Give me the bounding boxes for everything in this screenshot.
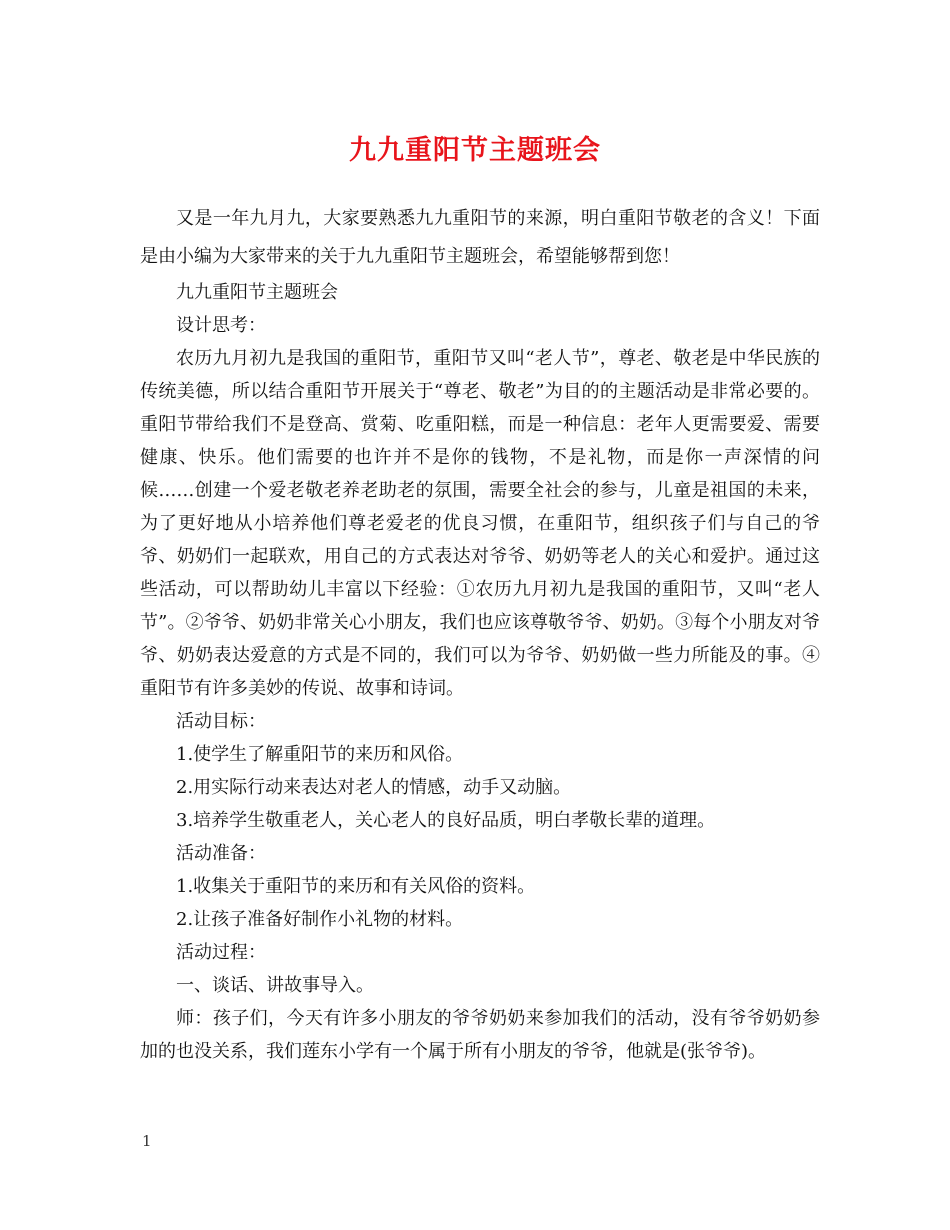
goal-item-2: 2.用实际行动来表达对老人的情感，动手又动脑。: [176, 777, 572, 798]
page-number: 1: [142, 1132, 152, 1150]
section-heading-goals: 活动目标：: [176, 711, 266, 732]
section-heading-preparation: 活动准备：: [176, 843, 266, 864]
goal-item-1: 1.使学生了解重阳节的来历和风俗。: [176, 744, 464, 765]
section-heading-design: 设计思考：: [176, 315, 266, 336]
goal-item-3: 3.培养学生敬重老人，关心老人的良好品质，明白孝敬长辈的道理。: [176, 810, 716, 831]
design-paragraph: 农历九月初九是我国的重阳节，重阳节又叫“老人节”，尊老、敬老是中华民族的传统美德，所以结合重阳节开展关于“尊老、敬老”为目的的主题活动是非常必要的。重阳节带给我们不是登高、赏菊、吃重阳糕，而是一种信息：老年人更需要爱、需要健康、快乐。他们需要的也许并不是你的钱物，不是礼物，而是你一声深情的问候……创建一个爱老敬老养老助老的氛围，需要全社会的参与，儿童是祖国的未来，为了更好地从小培养他们尊老爱老的优良习惯，在重阳节，组织孩子们与自己的爷爷、奶奶们一起联欢，用自己的方式表达对爷爷、奶奶等老人的关心和爱护。通过这些活动，可以帮助幼儿丰富以下经验：①农历九月初九是我国的重阳节，又叫“老人节”。②爷爷、奶奶非常关心小朋友，我们也应该尊敬爷爷、奶奶。③每个小朋友对爷爷、奶奶表达爱意的方式是不同的，我们可以为爷爷、奶奶做一些力所能及的事。④重阳节有许多美妙的传说、故事和诗词。: [140, 348, 820, 699]
subtitle-line: 九九重阳节主题班会: [176, 282, 338, 303]
section-heading-process: 活动过程：: [176, 942, 266, 963]
prep-item-2: 2.让孩子准备好制作小礼物的材料。: [176, 909, 464, 930]
teacher-dialogue: 师：孩子们，今天有许多小朋友的爷爷奶奶来参加我们的活动，没有爷爷奶奶参加的也没关系，我们莲东小学有一个属于所有小朋友的爷爷，他就是(张爷爷)。: [140, 1008, 820, 1062]
document-body: [140, 200, 820, 1068]
process-step-1: 一、谈话、讲故事导入。: [176, 975, 374, 996]
document-title: 九九重阳节主题班会: [349, 135, 601, 166]
intro-paragraph: 又是一年九月九，大家要熟悉九九重阳节的来源，明白重阳节敬老的含义！下面是由小编为大家带来的关于九九重阳节主题班会，希望能够帮到您！: [140, 208, 820, 267]
prep-item-1: 1.收集关于重阳节的来历和有关风俗的资料。: [176, 876, 536, 897]
